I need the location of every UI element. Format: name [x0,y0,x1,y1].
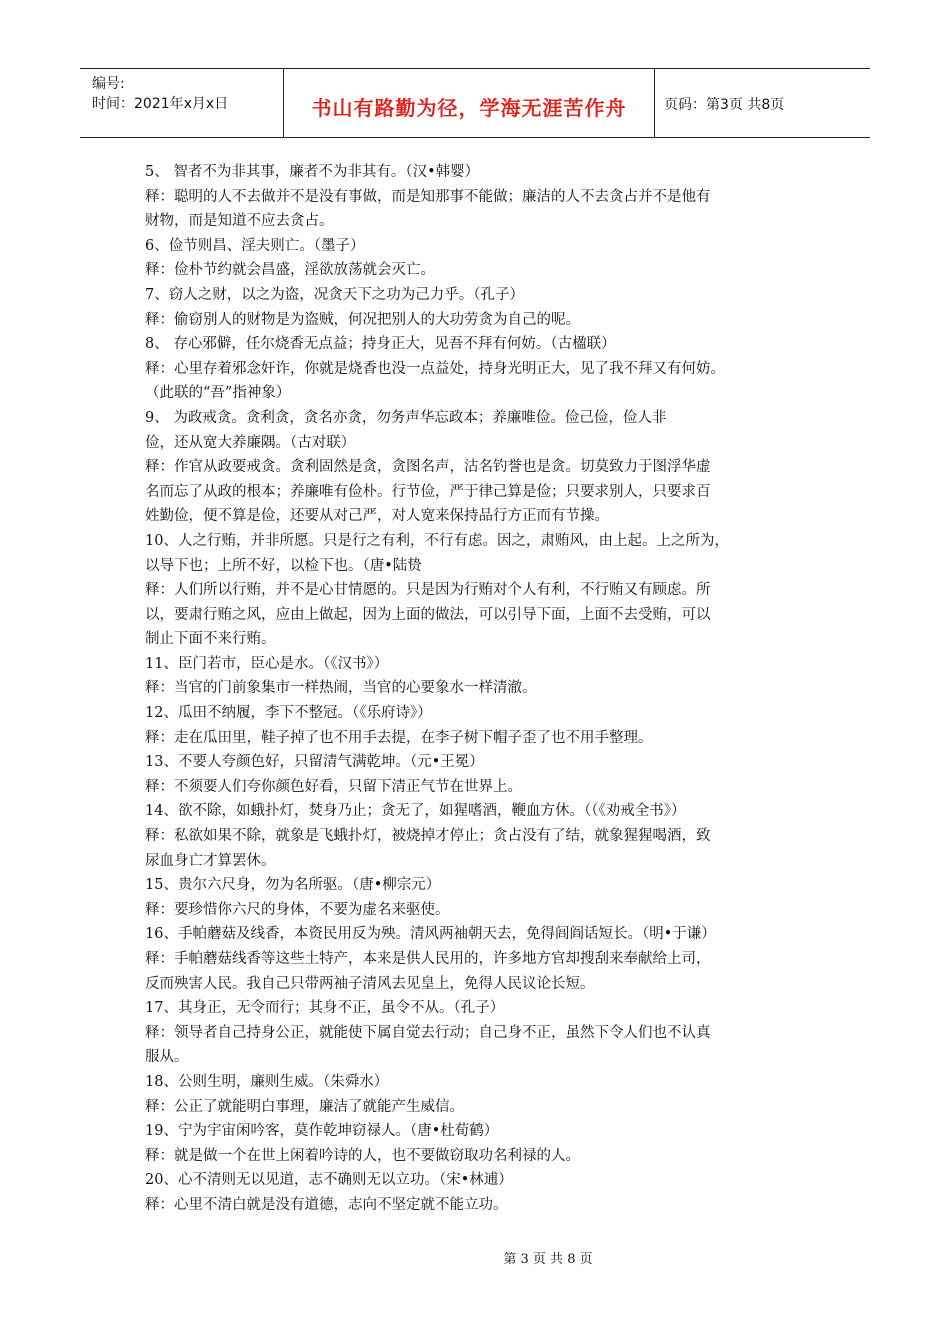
text-line: 以导下也；上所不好，以检下也。（唐•陆贽 [145,557,422,574]
text-line: 5、 智者不为非其事，廉者不为非其有。（汉•韩婴） [145,164,480,180]
text-line: 释：走在瓜田里，鞋子掉了也不用手去提，在李子树下帽子歪了也不用手整理。 [145,729,653,746]
text-line: 姓勤俭，便不算是俭，还要从对己严，对人宽来保持品行方正而有节操。 [145,508,609,525]
text-line: 名而忘了从政的根本；养廉唯有俭朴。行节俭，严于律己算是俭；只要求别人，只要求百 [145,483,711,500]
text-line: 释：不须要人们夸你颜色好看，只留下清正气节在世界上。 [145,778,522,795]
document-body [145,160,805,1218]
text-line: 14、欲不除，如蛾扑灯，焚身乃止；贪无了，如猩嗜酒，鞭血方休。（（《劝戒全书》） [145,803,686,820]
text-line: 19、宁为宇宙闲吟客，莫作乾坤窃禄人。（唐•杜荀鹤） [145,1123,499,1140]
header-page-cell [654,69,870,137]
text-line: 16、手帕蘑菇及线香，本资民用反为殃。清风两袖朝天去，免得闾阎话短长。（明•于谦） [145,926,716,943]
header-page-number: 页码：第3页 共8页 [664,97,785,113]
text-line: 服从。 [145,1049,189,1066]
text-line: 财物，而是知道不应去贪占。 [145,213,334,230]
text-line: 8、 存心邪僻，任尔烧香无点益；持身正大，见吾不拜有何妨。（古楹联） [145,336,616,353]
text-line: 12、瓜田不纳履，李下不整冠。（《乐府诗》） [145,705,432,722]
text-line: 释：私欲如果不除，就象是飞蛾扑灯，被烧掉才停止；贪占没有了结，就象猩猩喝酒，致 [145,828,711,845]
text-line: 20、心不清则无以见道，志不确则无以立功。（宋•林逋） [145,1172,513,1189]
text-line: 17、其身正，无令而行；其身不正，虽令不从。（孔子） [145,1000,505,1017]
text-line: 13、不要人夸颜色好，只留清气满乾坤。（元•王冕） [145,754,484,771]
text-line: 释：就是做一个在世上闲着吟诗的人，也不要做窃取功名利禄的人。 [145,1147,580,1164]
page-footer: 第 3 页 共 8 页 [503,1252,593,1267]
text-line: 11、臣门若市，臣心是水。（《汉书》） [145,655,389,672]
text-line: 反而殃害人民。我自己只带两袖子清风去见皇上，免得人民议论长短。 [145,975,595,992]
text-line: 7、窃人之财，以之为盗，况贪天下之功为己力乎。（孔子） [145,286,524,303]
text-line: 制止下面不来行贿。 [145,631,276,648]
page-header [80,68,870,138]
text-line: 尿血身亡才算罢休。 [145,852,276,869]
text-line: 释：心里存着邪念奸诈，你就是烧香也没一点益处，持身光明正大，见了我不拜又有何妨。 [145,360,725,377]
text-line: 18、公则生明，廉则生威。（朱舜水） [145,1073,389,1090]
text-line: 释：人们所以行贿，并不是心甘情愿的。只是因为行贿对个人有利，不行贿又有顾虑。所 [145,582,711,599]
text-line: 释：作官从政要戒贪。贪利固然是贪，贪图名声，沽名钓誉也是贪。切莫致力于图浮华虚 [145,459,711,476]
document-number-label: 编号: [92,76,125,92]
text-line: 释：俭朴节约就会昌盛，淫欲放荡就会灭亡。 [145,262,435,279]
document-date: 时间：2021年x月x日 [92,96,229,112]
text-line: 释：当官的门前象集市一样热闹，当官的心要象水一样清澈。 [145,680,537,697]
text-line: 释：领导者自己持身公正，就能使下属自觉去行动；自己身不正，虽然下令人们也不认真 [145,1024,711,1041]
text-line: （此联的“吾”指神象） [145,385,291,402]
text-line: 9、 为政戒贪。贪利贪，贪名亦贪，勿务声华忘政本；养廉唯俭。俭己俭，俭人非 [145,409,667,426]
text-line: 6、俭节则昌、淫夫则亡。（墨子） [145,237,365,254]
header-motto-cell [283,69,655,137]
text-line: 10、人之行贿，并非所愿。只是行之有利，不行有虑。因之，肃贿风，由上起。上之所为， [145,532,729,549]
text-line: 释：聪明的人不去做并不是没有事做，而是知那事不能做；廉洁的人不去贪占并不是他有 [145,188,711,205]
header-meta [80,69,283,137]
text-line: 以，要肃行贿之风，应由上做起，因为上面的做法，可以引导下面，上面不去受贿，可以 [145,606,711,623]
text-line: 释：偷窃别人的财物是为盗贼，何况把别人的大功劳贪为自己的呢。 [145,311,580,328]
text-line: 15、贵尔六尺身，勿为名所驱。（唐•柳宗元） [145,877,441,894]
text-line: 释：心里不清白就是没有道德，志向不坚定就不能立功。 [145,1196,508,1213]
text-line: 释：公正了就能明白事理，廉洁了就能产生威信。 [145,1098,464,1115]
text-line: 俭，还从宽大养廉隅。（古对联） [145,434,356,451]
text-line: 释：要珍惜你六尺的身体，不要为虚名来驱使。 [145,901,450,918]
header-motto: 书山有路勤为径，学海无涯苦作舟 [311,95,627,120]
text-line: 释：手帕蘑菇线香等这些土特产，本来是供人民用的，许多地方官却搜刮来奉献给上司， [145,951,711,967]
